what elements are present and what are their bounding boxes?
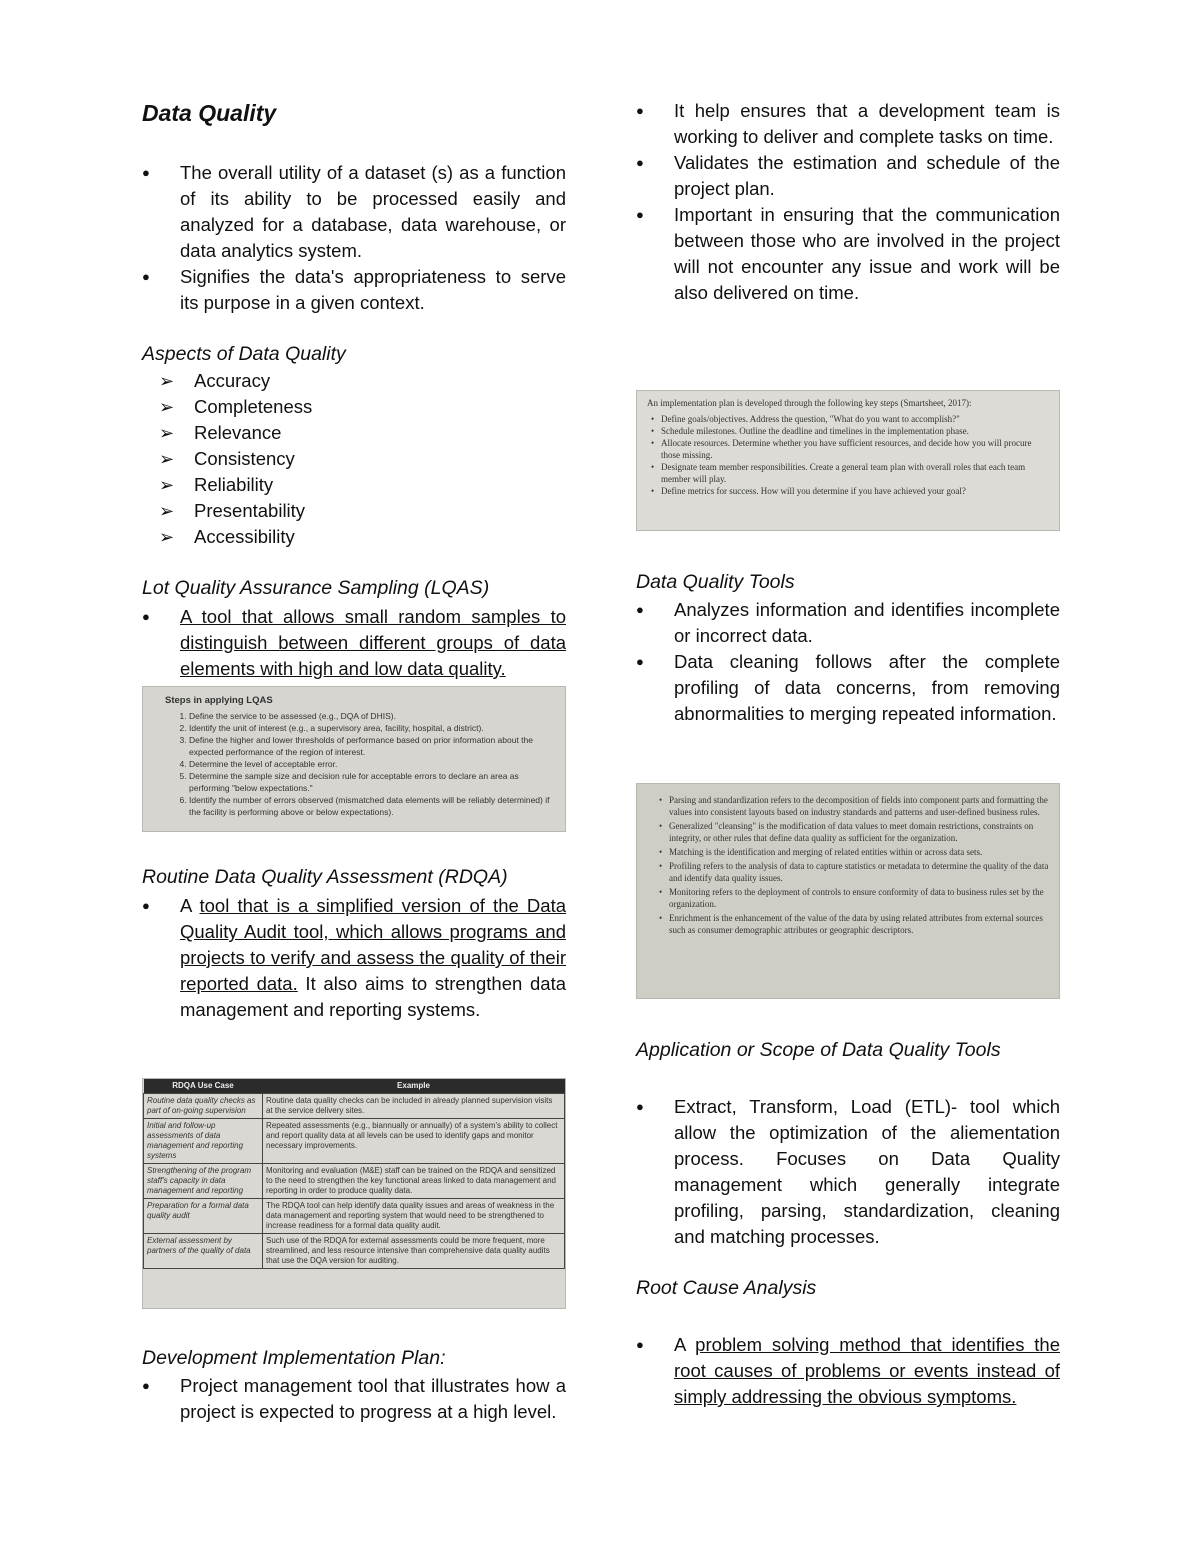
list-item: ● The overall utility of a dataset (s) as a function of its ability to be processed easily and analyzed for a database, data warehouse, or data analytics system. [142,160,566,264]
aspects-heading: Aspects of Data Quality [142,343,346,365]
table-row [144,1094,565,1119]
rdqa-bullet-start: A [180,895,200,916]
table-cell: Initial and follow-up assessments of data management and reporting systems [144,1119,263,1164]
list-item: 5. Determine the sample size and decision rule for acceptable errors to declare an area as performing "below expectations." [189,770,555,794]
aspects-list [142,368,566,550]
data-quality-list [142,160,566,316]
dqt-heading: Data Quality Tools [636,571,795,593]
lqas-image-title: Steps in applying LQAS [165,695,273,706]
table-cell: Monitoring and evaluation (M&E) staff can be trained on the RDQA and sensitized to the need to strengthen the key functional areas linked to data management and reporting in order to produce quality data. [263,1164,565,1199]
list-item: ➢ Presentability [142,498,566,524]
list-item: ● Signifies the data's appropriateness to serve its purpose in a given context. [142,264,566,316]
list-item: 6. Identify the number of errors observed (mismatched data elements will be reliably determined) if the facility is performing above or below expectations). [189,794,555,818]
list-item: • Parsing and standardization refers to the decomposition of fields into component parts and formatting the values into consistent layouts based on industry standards and patterns and user-defined business rules. [655,794,1049,818]
table-cell: Routine data quality checks can be included in already planned supervision visits at the service delivery sites. [263,1094,565,1119]
rdqa-bullet-underlined: tool that is a simplified version of the Data Quality Audit tool, which allows programs and projects to verify and assess the quality of their reported data. [180,895,567,994]
table-cell: Routine data quality checks as part of on-going supervision [144,1094,263,1119]
list-item [142,893,566,1023]
rdqa-bullet-rest: It also aims to strengthen data management and reporting systems. [180,973,566,1020]
list-item: • Monitoring refers to the deployment of controls to ensure conformity of data to business rules set by the organization. [655,886,1049,910]
rdqa-table [143,1079,565,1269]
list-item: • Enrichment is the enhancement of the value of the data by using related attributes from external sources such as consumer demographic attributes or geographic descriptors. [655,912,1049,936]
list-item: 4. Determine the level of acceptable error. [189,758,555,770]
list-item: ● Important in ensuring that the communication between those who are involved in the project will not encounter any issue and work will be also delivered on time. [636,202,1060,306]
dip-list [142,1373,566,1425]
rca-bullet-underlined: problem solving method that identifies the root causes of problems or events instead of simply addressing the obvious symptoms. [674,1334,1060,1407]
table-row [144,1199,565,1234]
rdqa-heading: Routine Data Quality Assessment (RDQA) [142,866,508,888]
list-item: • Allocate resources. Determine whether you have sufficient resources, and decide how you will procure those missing. [647,437,1049,461]
rdqa-list [142,893,566,1023]
table-cell: Preparation for a formal data quality audit [144,1199,263,1234]
table-header: RDQA Use Case [144,1079,263,1094]
impl-image-intro: An implementation plan is developed through the following key steps (Smartsheet, 2017): [647,398,972,408]
list-item: • Profiling refers to the analysis of data to capture statistics or metadata to determine the quality of the data and identify data quality issues. [655,860,1049,884]
list-item: ● A tool that allows small random samples to distinguish between different groups of data elements with high and low data quality. [142,604,566,682]
rca-heading: Root Cause Analysis [636,1277,817,1299]
table-row [144,1119,565,1164]
app-heading: Application or Scope of Data Quality Tools [636,1039,1001,1061]
table-cell: Strengthening of the program staff's capacity in data management and reporting [144,1164,263,1199]
dqt-list [636,597,1060,727]
app-list [636,1094,1060,1250]
list-item: ● It help ensures that a development team is working to deliver and complete tasks on time. [636,98,1060,150]
implementation-steps-image [636,390,1060,531]
list-item: ➢ Accuracy [142,368,566,394]
lqas-list [142,604,566,682]
table-cell: External assessment by partners of the quality of data [144,1234,263,1269]
list-item: ● Extract, Transform, Load (ETL)- tool which allow the optimization of the aliementation process. Focuses on Data Quality management which generally integrate profiling, parsing, standardization, cleaning and matching processes. [636,1094,1060,1250]
list-item: • Designate team member responsibilities. Create a general team plan with overall roles that each team member will play. [647,461,1049,485]
table-cell: The RDQA tool can help identify data quality issues and areas of weakness in the data management and reporting system that would need to be strengthened to increase readiness for a formal data quality audit. [263,1199,565,1234]
table-row [144,1234,565,1269]
list-item: ● Data cleaning follows after the complete profiling of data concerns, from removing abnormalities to merging repeated information. [636,649,1060,727]
page-title: Data Quality [142,100,277,126]
rca-list [636,1332,1060,1410]
list-item: ➢ Consistency [142,446,566,472]
list-item: • Matching is the identification and merging of related entities within or across data sets. [655,846,1049,858]
dip-heading: Development Implementation Plan: [142,1347,446,1369]
list-item [636,1332,1060,1410]
list-item: • Define goals/objectives. Address the question, "What do you want to accomplish?" [647,413,1049,425]
list-item: ➢ Accessibility [142,524,566,550]
list-item: • Define metrics for success. How will you determine if you have achieved your goal? [647,485,1049,497]
table-cell: Such use of the RDQA for external assessments could be more frequent, more streamlined, and less resource intensive than comprehensive data quality audits that use the DQA version for auditing. [263,1234,565,1269]
lqas-steps-image [142,686,566,832]
table-header: Example [263,1079,565,1094]
table-cell: Repeated assessments (e.g., biannually or annually) of a system's ability to collect and report quality data at all levels can be used to identify gaps and monitor necessary improvements. [263,1119,565,1164]
impl-steps-list [647,413,1049,497]
list-item: 1. Define the service to be assessed (e.g., DQA of DHIS). [189,710,555,722]
list-item: ● Validates the estimation and schedule of the project plan. [636,150,1060,202]
lqas-heading: Lot Quality Assurance Sampling (LQAS) [142,577,490,599]
table-row [144,1164,565,1199]
dqt-definitions-image [636,783,1060,999]
dqt-definitions-list [655,794,1049,936]
list-item: • Schedule milestones. Outline the deadline and timelines in the implementation phase. [647,425,1049,437]
list-item: ● Project management tool that illustrates how a project is expected to progress at a high level. [142,1373,566,1425]
rdqa-use-case-table-image [142,1078,566,1309]
list-item: 2. Identify the unit of interest (e.g., a supervisory area, facility, hospital, a district). [189,722,555,734]
list-item: ➢ Reliability [142,472,566,498]
rca-bullet-start: A [674,1334,696,1355]
list-item: ➢ Completeness [142,394,566,420]
list-item: • Generalized "cleansing" is the modification of data values to meet domain restrictions, constraints on integrity, or other rules that define data quality as sufficient for the organization. [655,820,1049,844]
list-item: ● Analyzes information and identifies incomplete or incorrect data. [636,597,1060,649]
lqas-steps-list [179,710,555,818]
list-item: ➢ Relevance [142,420,566,446]
list-item: 3. Define the higher and lower thresholds of performance based on prior information about the expected performance of the region of interest. [189,734,555,758]
dip-continued-list [636,98,1060,306]
